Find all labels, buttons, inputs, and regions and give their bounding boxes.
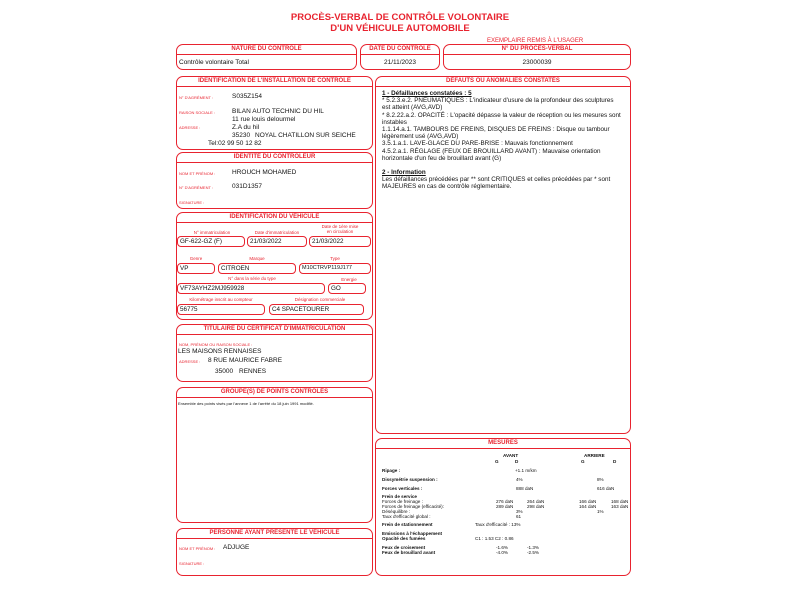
controleur-nom: HROUCH MOHAMED [232,169,297,176]
personne-box [176,528,373,576]
installation-adresse2: Z.A du hil [232,124,260,131]
freinage-ar-g: 166 daN [579,499,597,504]
controleur-nom-label: NOM ET PRÉNOM : [179,171,216,176]
date-box [360,44,440,70]
feux-croisement-label: Feux de croisement [382,545,426,550]
mesures-header: MESURES [376,439,630,449]
defauts-header: DÉFAUTS OU ANOMALIES CONSTATÉS [376,77,630,87]
date-header: DATE DU CONTRÔLE [361,45,439,55]
frein-service-label: Frein de service [382,494,417,499]
titulaire-header: TITULAIRE DU CERTIFICAT D'IMMATRICULATION [177,325,372,335]
efficacite-av-g: 289 daN [496,504,514,509]
titulaire-nom: LES MAISONS RENNAISES [178,348,262,355]
nature-value: Contrôle volontaire Total [179,59,249,66]
desequilibre-avant: 3% [516,509,523,514]
vehicule-energie: GO [328,283,366,294]
date-circ-label-2: en circulation [326,228,354,234]
defauts-section-1: 1 - Défaillances constatées : 5 [382,90,472,97]
groupes-text: Ensemble des points visés par l'annexe 1 de l'arrêté du 18 juin 1991 modifié. [178,401,314,406]
mesures-avant-g: G [495,459,499,464]
title-line-1: PROCÈS-VERBAL DE CONTRÔLE VOLONTAIRE [290,12,510,23]
ripage-label: Ripage : [382,468,401,473]
installation-header: IDENTIFICATION DE L'INSTALLATION DE CONTRÔLE [177,77,372,87]
pv-box [443,44,631,70]
mesures-avant: AVANT [503,453,519,458]
forces-verticales-label: Forces verticales : [382,486,423,491]
forces-freinage-label: Forces de freinage : [382,499,423,504]
forces-verticales-arriere: 616 daN [597,486,615,491]
dissymetrie-avant: 4% [516,477,523,482]
feux-croisement-d: -1.3% [527,545,540,550]
installation-agrement-label: N° D'AGRÉMENT : [179,95,214,100]
defaut-item: * 5.2.3.e.2. PNEUMATIQUES : L'indicateur d'usure de la profondeur des sculptures est atteint (AVG,AVD) [382,97,614,112]
installation-cp: 35230 [232,132,251,139]
vehicule-box [176,212,373,320]
personne-nom-label: NOM ET PRÉNOM : [179,546,216,551]
mesures-box [375,438,631,576]
defauts-info: Les défaillances précédées par ** sont CRITIQUES et celles précédées par * sont MAJEURES en cas de contrôle réglementaire. [382,176,611,191]
vehicule-header: IDENTIFICATION DU VÉHICULE [177,213,372,223]
vehicule-serie-label: N° dans la série du type [228,276,276,281]
vehicule-immat: GF-622-GZ (F) [177,236,245,247]
groupes-box [176,387,373,523]
pv-header: N° DU PROCÈS-VERBAL [444,45,630,55]
titulaire-box [176,324,373,382]
efficacite-ar-d: 163 daN [611,504,629,509]
vehicule-km: 56775 [177,304,265,315]
defauts-box [375,76,631,434]
document-title [0,12,800,34]
vehicule-immat-label: N° immatriculation [193,230,231,235]
vehicule-date-immat-label: Date d'immatriculation [254,230,300,235]
controleur-agrement: 031D1357 [232,183,262,190]
opacite-label: Opacité des fumées [382,536,426,541]
defaut-item: 4.5.2.a.1. RÉGLAGE (FEUX DE BROUILLARD AVANT) : Mauvaise orientation horizontale d'un feu de brouillard avant (G) [382,147,601,162]
personne-nom: ADJUGE [223,544,250,551]
mesures-arriere: ARRIERE [584,453,605,458]
installation-raison: BILAN AUTO TECHNIC DU HIL [232,108,324,115]
titulaire-nom-label: NOM, PRÉNOM OU RAISON SOCIALE : [179,342,253,347]
controleur-signature-label: SIGNATURE : [179,200,205,205]
date-circ-label-1: Date de 1ère mise [321,224,359,229]
personne-signature-label: SIGNATURE : [179,561,205,566]
installation-agrement: S035Z154 [232,93,262,100]
controleur-header: IDENTITÉ DU CONTRÔLEUR [177,153,372,163]
vehicule-genre: VP [177,263,215,274]
vehicule-date-circ: 21/03/2022 [309,236,371,247]
forces-efficacite-label: Forces de freinage (efficacité): [382,504,444,509]
opacite-value: C1 : 1.53 C2 : 0.86 [475,536,514,541]
vehicule-genre-label: Genre [189,256,203,261]
taux-efficacite-value: 61 [516,514,522,519]
vehicule-marque-label: Marque [249,256,265,261]
controleur-box [176,152,373,209]
efficacite-ar-g: 164 daN [579,504,597,509]
mesures-arriere-d: D [613,459,617,464]
emissions-label: Emissions à l'échappement [382,531,443,536]
freinage-ar-d: 168 daN [611,499,629,504]
titulaire-cp: 35000 [215,368,234,375]
feux-croisement-g: -1.6% [496,545,509,550]
installation-adresse1: 11 rue louis delourmel [232,116,296,123]
feux-brouillard-d: -2.5% [527,550,540,555]
vehicule-designation: C4 SPACETOURER [269,304,364,315]
forces-verticales-avant: 888 daN [516,486,534,491]
installation-tel: Tel:02 99 50 12 82 [208,140,262,147]
pv-value: 23000039 [522,59,552,66]
installation-adresse-label: ADRESSE : [179,125,201,130]
installation-ville: NOYAL CHATILLON SUR SEICHE [255,132,356,139]
defaut-item: 1.1.14.a.1. TAMBOURS DE FREINS, DISQUES DE FREINS : Disque ou tambour légèrement usé (AVG,AVD) [382,126,610,141]
freinage-av-g: 276 daN [496,499,514,504]
installation-raison-label: RAISON SOCIALE : [179,110,216,115]
mesures-arriere-g: G [581,459,585,464]
mesures-avant-d: D [515,459,519,464]
exemplaire-label: EXEMPLAIRE REMIS À L'USAGER [487,38,584,44]
installation-box [176,76,373,150]
vehicule-type: M10CTRVP119J177 [299,263,371,274]
defauts-section-2: 2 - Information [382,169,426,177]
ripage-value: +1.1 m/km [515,468,537,473]
dissymetrie-label: Dissymétrie suspension : [382,477,438,482]
frein-stationnement-value: Taux d'efficacité : 13% [475,522,521,527]
freinage-av-d: 264 daN [527,499,545,504]
defaut-item: 3.5.1.a.1. LAVE-GLACE DU PARE-BRISE : Mauvais fonctionnement [382,140,573,148]
titulaire-ville: RENNES [239,368,267,375]
dissymetrie-arriere: 8% [597,477,604,482]
vehicule-date-immat: 21/03/2022 [247,236,307,247]
title-line-2: D'UN VÉHICULE AUTOMOBILE [330,23,470,34]
vehicule-type-label: Type [330,256,340,261]
controleur-agrement-label: N° D'AGRÉMENT : [179,185,214,190]
vehicule-energie-label: Energie [341,277,357,282]
feux-brouillard-label: Feux de brouillard avant [382,550,436,555]
vehicule-date-circ-label [309,225,371,234]
vehicule-marque: CITROEN [218,263,296,274]
efficacite-av-d: 298 daN [527,504,545,509]
defauts-content [382,90,622,191]
nature-header: NATURE DU CONTRÔLE [177,45,356,55]
taux-efficacite-label: Taux d'efficacité global : [382,514,431,519]
date-value: 21/11/2023 [383,59,417,66]
frein-stationnement-label: Frein de stationnement [382,522,433,527]
groupes-header: GROUPE(S) DE POINTS CONTRÔLÉS [177,388,372,398]
desequilibre-arriere: 1% [597,509,604,514]
feux-brouillard-g: -4.0% [496,550,509,555]
titulaire-adresse: 8 RUE MAURICE FABRE [208,357,283,364]
nature-box [176,44,357,70]
vehicule-serie: VF73AYHZ2MJ959928 [177,283,325,294]
desequilibre-label: Déséquilibre : [382,509,411,514]
vehicule-km-label: Kilométrage inscrit au compteur [189,297,253,302]
defaut-item: * 8.2.22.a.2. OPACITÉ : L'opacité dépasse la valeur de réception ou les mesures sont instables [382,111,621,126]
personne-header: PERSONNE AYANT PRÉSENTÉ LE VÉHICULE [177,529,372,539]
vehicule-designation-label: Désignation commerciale [294,297,346,302]
titulaire-adresse-label: ADRESSE : [179,359,201,364]
